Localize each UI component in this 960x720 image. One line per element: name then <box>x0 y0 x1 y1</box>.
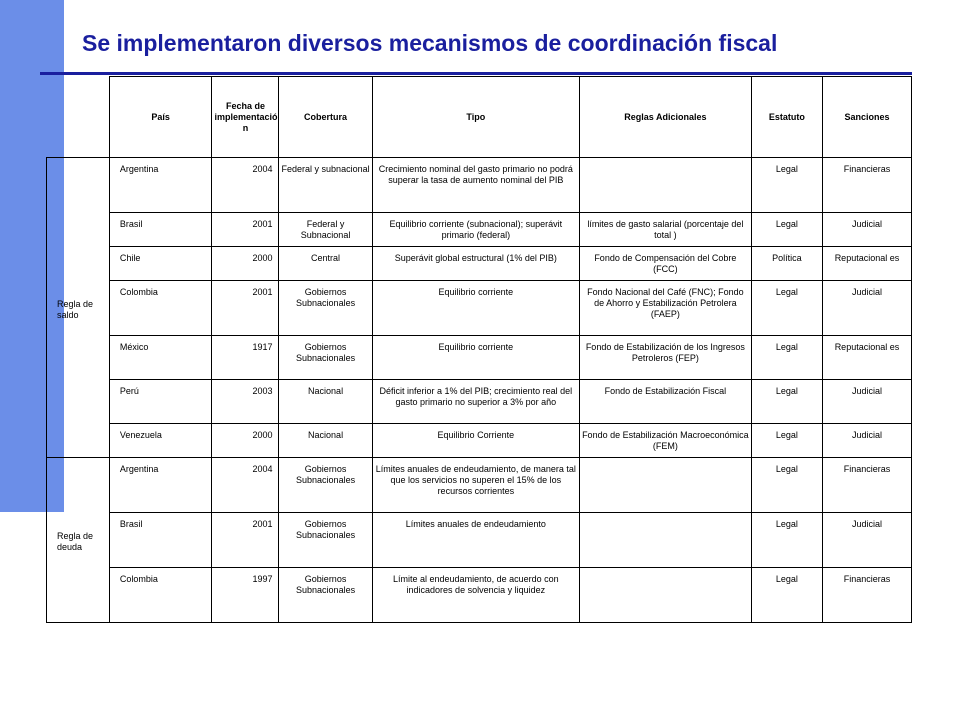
table-row <box>47 568 912 623</box>
table-cell: Legal <box>751 158 822 213</box>
table-cell: Crecimiento nominal del gasto primario no podrá superar la tasa de aumento nominal del PIB <box>372 158 579 213</box>
table-cell: Legal <box>751 513 822 568</box>
fiscal-rules-table <box>46 76 912 623</box>
table-row <box>47 158 912 213</box>
table-cell: Límites anuales de endeudamiento <box>372 513 579 568</box>
table-cell: 2004 <box>212 458 279 513</box>
group-label: Regla de deuda <box>47 458 110 623</box>
table-cell: Venezuela <box>109 424 212 458</box>
table-cell: Legal <box>751 380 822 424</box>
table-cell: Reputacional es <box>822 336 911 380</box>
corner-cell <box>47 77 110 158</box>
table-cell <box>580 568 752 623</box>
table-cell: Límite al endeudamiento, de acuerdo con indicadores de solvencia y liquidez <box>372 568 579 623</box>
slide-title: Se implementaron diversos mecanismos de coordinación fiscal <box>82 30 778 56</box>
table-cell: Judicial <box>822 281 911 336</box>
table-cell: Judicial <box>822 380 911 424</box>
table-cell: Financieras <box>822 158 911 213</box>
table-cell: Legal <box>751 458 822 513</box>
table-cell: Brasil <box>109 513 212 568</box>
table-cell: 2001 <box>212 281 279 336</box>
table-cell: Fondo Nacional del Café (FNC); Fondo de Ahorro y Estabilización Petrolera (FAEP) <box>580 281 752 336</box>
table-cell: Judicial <box>822 424 911 458</box>
table-row <box>47 380 912 424</box>
table-cell: Equilibrio corriente <box>372 336 579 380</box>
table-cell: Déficit inferior a 1% del PIB; crecimiento real del gasto primario no superior a 3% por año <box>372 380 579 424</box>
table-row <box>47 458 912 513</box>
table-cell: Central <box>279 247 372 281</box>
table-cell: Fondo de Estabilización Macroeconómica (FEM) <box>580 424 752 458</box>
table-cell: Colombia <box>109 568 212 623</box>
table-row <box>47 424 912 458</box>
table-cell: Gobiernos Subnacionales <box>279 458 372 513</box>
title-underline <box>40 72 912 75</box>
table-cell: Gobiernos Subnacionales <box>279 336 372 380</box>
table-cell: Reputacional es <box>822 247 911 281</box>
table-cell: Nacional <box>279 424 372 458</box>
table-cell <box>580 513 752 568</box>
table-row <box>47 336 912 380</box>
table-cell: Legal <box>751 568 822 623</box>
table-cell: 2001 <box>212 513 279 568</box>
header-tipo: Tipo <box>372 77 579 158</box>
table-cell: Equilibrio Corriente <box>372 424 579 458</box>
header-estatuto: Estatuto <box>751 77 822 158</box>
table-cell: 1917 <box>212 336 279 380</box>
table-cell: Gobiernos Subnacionales <box>279 568 372 623</box>
table-cell: Fondo de Estabilización de los Ingresos Petroleros (FEP) <box>580 336 752 380</box>
table-cell: Fondo de Compensación del Cobre (FCC) <box>580 247 752 281</box>
table-cell: 2003 <box>212 380 279 424</box>
table-cell: Argentina <box>109 158 212 213</box>
table-cell: 2001 <box>212 213 279 247</box>
table-cell: Brasil <box>109 213 212 247</box>
table-cell: Política <box>751 247 822 281</box>
table-cell: Legal <box>751 281 822 336</box>
header-fecha: Fecha de implementació n <box>212 77 279 158</box>
table-cell: 2000 <box>212 247 279 281</box>
table-cell: Límites anuales de endeudamiento, de manera tal que los servicios no superen el 15% de los recursos corrientes <box>372 458 579 513</box>
table-cell: Legal <box>751 424 822 458</box>
table-cell: Equilibrio corriente (subnacional); superávit primario (federal) <box>372 213 579 247</box>
table-cell <box>580 158 752 213</box>
table-cell: Colombia <box>109 281 212 336</box>
table-cell: Gobiernos Subnacionales <box>279 281 372 336</box>
table-cell: Superávit global estructural (1% del PIB) <box>372 247 579 281</box>
table-cell: Equilibrio corriente <box>372 281 579 336</box>
group-label: Regla de saldo <box>47 158 110 458</box>
header-cobertura: Cobertura <box>279 77 372 158</box>
table-row <box>47 513 912 568</box>
table-cell: Federal y Subnacional <box>279 213 372 247</box>
table-cell: Perú <box>109 380 212 424</box>
table-cell: límites de gasto salarial (porcentaje del total ) <box>580 213 752 247</box>
table-cell: Argentina <box>109 458 212 513</box>
table-cell: 1997 <box>212 568 279 623</box>
table-cell: Judicial <box>822 513 911 568</box>
table-cell: Legal <box>751 336 822 380</box>
table-row <box>47 213 912 247</box>
table-cell: Chile <box>109 247 212 281</box>
header-reglas-adicionales: Reglas Adicionales <box>580 77 752 158</box>
table-cell: Financieras <box>822 458 911 513</box>
table-cell: Federal y subnacional <box>279 158 372 213</box>
table-row <box>47 247 912 281</box>
table-cell <box>580 458 752 513</box>
table-cell: Fondo de Estabilización Fiscal <box>580 380 752 424</box>
table-cell: 2004 <box>212 158 279 213</box>
header-row <box>47 77 912 158</box>
table-cell: Legal <box>751 213 822 247</box>
table-cell: Gobiernos Subnacionales <box>279 513 372 568</box>
table-cell: Financieras <box>822 568 911 623</box>
table-cell: México <box>109 336 212 380</box>
table-cell: Judicial <box>822 213 911 247</box>
header-pais: País <box>109 77 212 158</box>
table-cell: 2000 <box>212 424 279 458</box>
table-row <box>47 281 912 336</box>
header-sanciones: Sanciones <box>822 77 911 158</box>
table-cell: Nacional <box>279 380 372 424</box>
